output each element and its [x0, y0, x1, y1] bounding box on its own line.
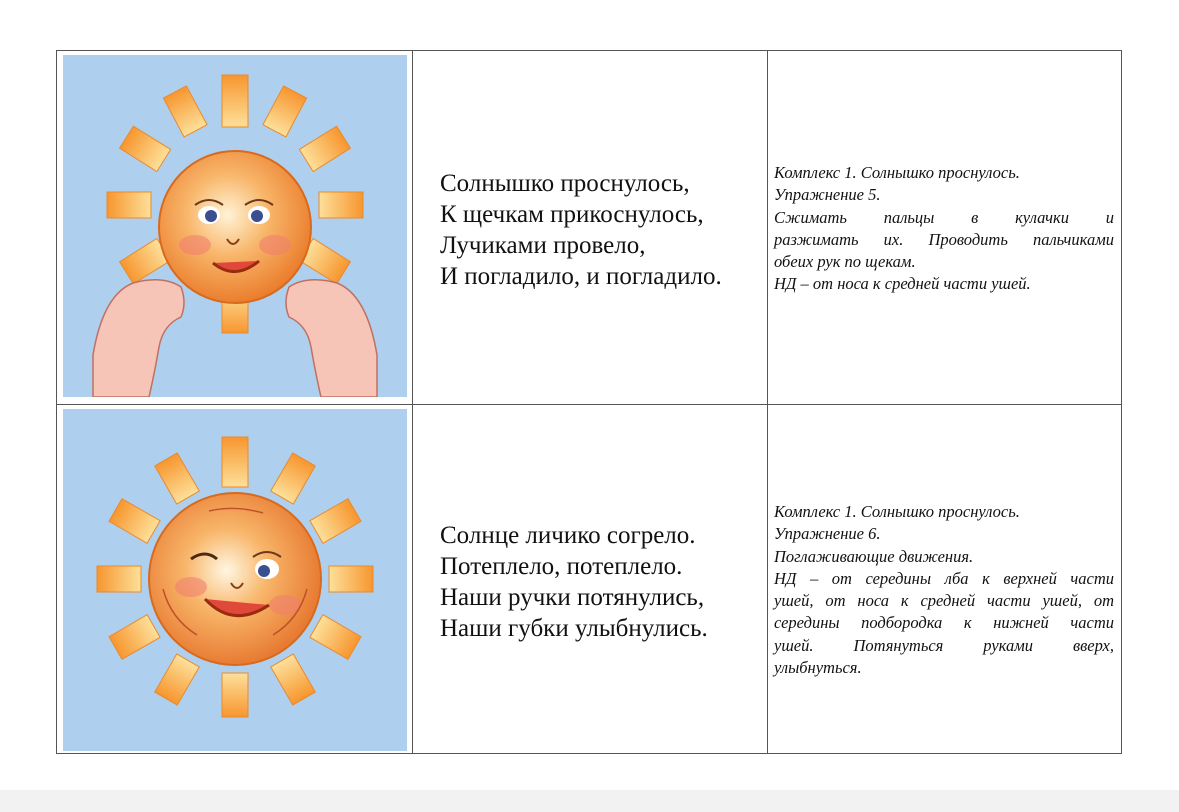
- poem-line: Солнце личико согрело.: [440, 522, 696, 549]
- illustration-cell: [57, 405, 413, 753]
- exercise-table: [56, 50, 1122, 754]
- exercise-description: [774, 162, 1114, 296]
- table-row: [57, 405, 1121, 753]
- description-cell: [768, 405, 1121, 753]
- poem-line: Солнышко проснулось,: [440, 170, 690, 197]
- table-row: [57, 51, 1121, 405]
- instruction-line: Поглаживающие движения.: [774, 546, 974, 566]
- exercise-description: [774, 501, 1114, 679]
- poem-line: Лучиками провело,: [440, 232, 646, 259]
- complex-title: Комплекс 1. Солнышко проснулось.: [774, 163, 1020, 182]
- poem-text: [440, 520, 768, 644]
- poem-text: [440, 168, 768, 292]
- poem-line: К щечкам прикоснулось,: [440, 201, 704, 228]
- complex-title: Комплекс 1. Солнышко проснулось.: [774, 502, 1020, 521]
- sun-face: [159, 151, 311, 303]
- smiling-sun-illustration: [63, 409, 407, 751]
- poem-cell: [413, 405, 768, 753]
- poem-line: И погладило, и погладило.: [440, 263, 722, 290]
- instruction-line: Сжимать пальцы в кулачки и: [774, 207, 1114, 227]
- illustration-cell: [57, 51, 413, 404]
- breathing-note: НД – от середины лба к верхней части: [774, 568, 1114, 588]
- exercise-number: Упражнение 6.: [774, 524, 881, 544]
- description-cell: [768, 51, 1121, 404]
- sun-face: [149, 493, 321, 665]
- instruction-line: разжимать их. Проводить пальчиками: [774, 229, 1114, 249]
- exercise-number: Упражнение 5.: [774, 185, 881, 205]
- poem-cell: [413, 51, 768, 404]
- sun-with-hands-illustration: [63, 55, 407, 397]
- breathing-note: улыбнуться.: [774, 658, 862, 678]
- breathing-note: середины подбородка к нижней части: [774, 613, 1114, 633]
- instruction-line: обеих рук по щекам.: [774, 252, 916, 272]
- poem-line: Наши ручки потянулись,: [440, 584, 705, 611]
- poem-line: Потеплело, потеплело.: [440, 553, 683, 580]
- breathing-note: ушей. Потянуться руками вверх,: [774, 635, 1114, 655]
- poem-line: Наши губки улыбнулись.: [440, 615, 708, 642]
- breathing-note: НД – от носа к средней части ушей.: [774, 274, 1031, 294]
- breathing-note: ушей, от носа к средней части ушей, от: [774, 591, 1114, 611]
